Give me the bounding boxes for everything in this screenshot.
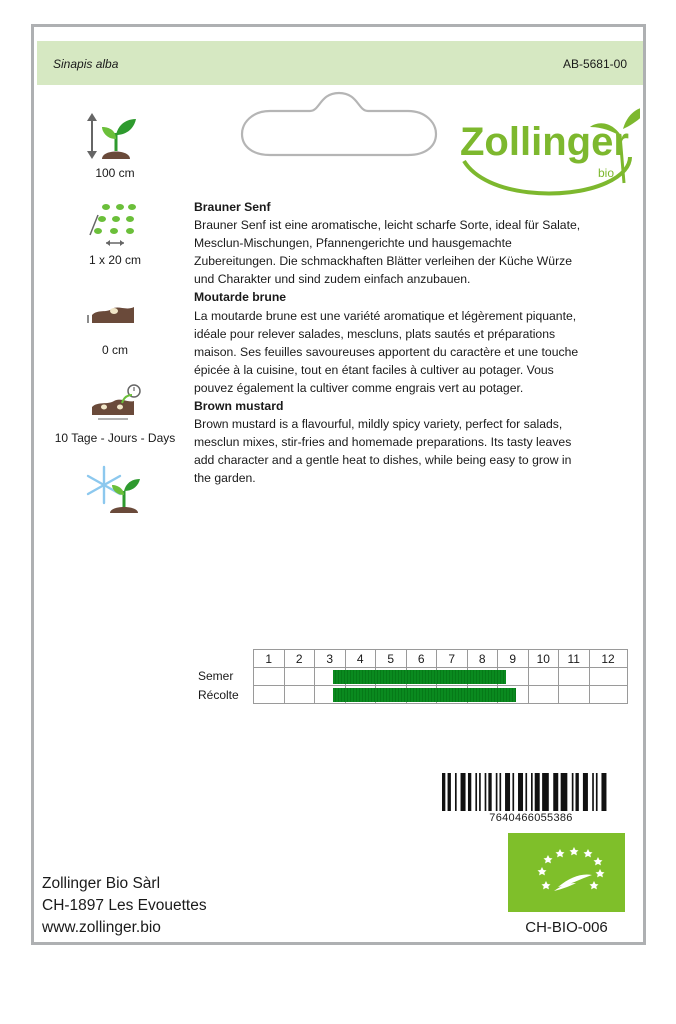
company-name: Zollinger Bio Sàrl bbox=[42, 875, 161, 892]
barcode-bar bbox=[499, 773, 501, 811]
barcode-bar bbox=[488, 773, 491, 811]
description-title-de: Brauner Senf bbox=[194, 200, 271, 214]
barcode-number: 7640466055386 bbox=[489, 812, 573, 824]
barcode-bar bbox=[572, 773, 574, 811]
month-cell: 12 bbox=[589, 650, 627, 668]
month-cell: 6 bbox=[406, 650, 437, 668]
month-cell: 4 bbox=[345, 650, 376, 668]
barcode-bar bbox=[479, 773, 481, 811]
month-cell: 10 bbox=[528, 650, 559, 668]
barcode-bar bbox=[601, 773, 606, 811]
germination-time-icon bbox=[84, 377, 144, 429]
month-cell: 9 bbox=[498, 650, 529, 668]
barcode-bar bbox=[496, 773, 498, 811]
company-address: CH-1897 Les Evouettes bbox=[42, 897, 207, 914]
barcode-bar bbox=[475, 773, 477, 811]
barcode-bar bbox=[461, 773, 466, 811]
barcode-bar bbox=[576, 773, 579, 811]
plant-spacing-icon bbox=[84, 199, 144, 251]
month-cell: 1 bbox=[254, 650, 285, 668]
certification-code: CH-BIO-006 bbox=[525, 919, 608, 936]
latin-name: Sinapis alba bbox=[53, 57, 119, 71]
calendar-row-label-sow: Semer bbox=[198, 669, 234, 683]
description-title-en: Brown mustard bbox=[194, 399, 284, 414]
barcode-bar bbox=[553, 773, 558, 811]
description-text-de: Brauner Senf ist eine aromatische, leicht scharfe Sorte, ideal für Salate, Mesclun-Mischungen, Pfannengerichte und hausgemachte Zubereitungen. Die schmackhaften Blätter verleihen der Küche Würze und Charakter und sind zudem einfach anzubauen. bbox=[194, 218, 581, 287]
barcode-bar bbox=[592, 773, 594, 811]
plant-height-icon bbox=[84, 111, 144, 163]
barcode-bar bbox=[583, 773, 588, 811]
barcode-bar bbox=[525, 773, 527, 811]
barcode-bar bbox=[468, 773, 471, 811]
ean-barcode bbox=[442, 773, 620, 811]
calendar-row-label-harvest: Récolte bbox=[198, 688, 239, 702]
barcode-bar bbox=[596, 773, 598, 811]
calendar-month-row bbox=[254, 650, 628, 668]
barcode-bar bbox=[542, 773, 549, 811]
sowing-depth-label: 0 cm bbox=[101, 343, 128, 357]
description-text-fr: La moutarde brune est une variété aromatique et légèrement piquante, idéale pour relever salades, mescluns, plats sautés et préparations maison. Ses feuilles savoureuses apportent du caractère et une touche épicée à la cuisine, tout en étant faciles à cultiver au potager. Vous pouvez également la cultiver comme engrais vert au potager. bbox=[194, 308, 579, 395]
germination-time-label: 10 Tage - Jours - Days bbox=[54, 431, 176, 445]
seed-packet-card bbox=[31, 24, 646, 945]
month-cell: 3 bbox=[315, 650, 346, 668]
description-block bbox=[194, 198, 589, 488]
barcode-bar bbox=[448, 773, 451, 811]
month-cell: 8 bbox=[467, 650, 498, 668]
description-text-en: Brown mustard is a flavourful, mildly spicy variety, perfect for salads, mesclun mixes, stir-fries and homemade preparations. Its tasty leaves add character and a gentle heat to dishes, while being easy to grow in the garden. bbox=[194, 417, 572, 486]
barcode-bar bbox=[531, 773, 533, 811]
barcode-bar bbox=[485, 773, 487, 811]
brand-suffix: bio bbox=[598, 166, 615, 180]
barcode-bar bbox=[442, 773, 445, 811]
harvest-period-bar bbox=[333, 688, 516, 702]
plant-spacing-label: 1 x 20 cm bbox=[88, 253, 142, 267]
barcode-bar bbox=[535, 773, 540, 811]
month-cell: 5 bbox=[376, 650, 407, 668]
company-website[interactable]: www.zollinger.bio bbox=[42, 919, 161, 936]
article-code: AB-5681-00 bbox=[562, 57, 627, 71]
plant-height-label: 100 cm bbox=[95, 166, 135, 180]
header-band bbox=[37, 41, 643, 85]
frost-hardy-icon bbox=[84, 463, 144, 515]
zollinger-bio-logo bbox=[456, 99, 640, 199]
month-cell: 2 bbox=[284, 650, 315, 668]
eu-organic-leaf-icon bbox=[508, 833, 625, 912]
barcode-bar bbox=[518, 773, 523, 811]
description-title-fr: Moutarde brune bbox=[194, 290, 287, 305]
barcode-bar bbox=[561, 773, 568, 811]
month-cell: 11 bbox=[559, 650, 590, 668]
barcode-bar bbox=[505, 773, 510, 811]
sowing-depth-icon bbox=[84, 289, 144, 341]
month-cell: 7 bbox=[437, 650, 468, 668]
brand-name: Zollinger bbox=[460, 120, 629, 164]
hang-hole-outline bbox=[240, 91, 438, 157]
barcode-bar bbox=[512, 773, 514, 811]
sow-period-bar bbox=[333, 670, 507, 684]
eu-organic-logo bbox=[508, 833, 625, 912]
barcode-bar bbox=[455, 773, 457, 811]
